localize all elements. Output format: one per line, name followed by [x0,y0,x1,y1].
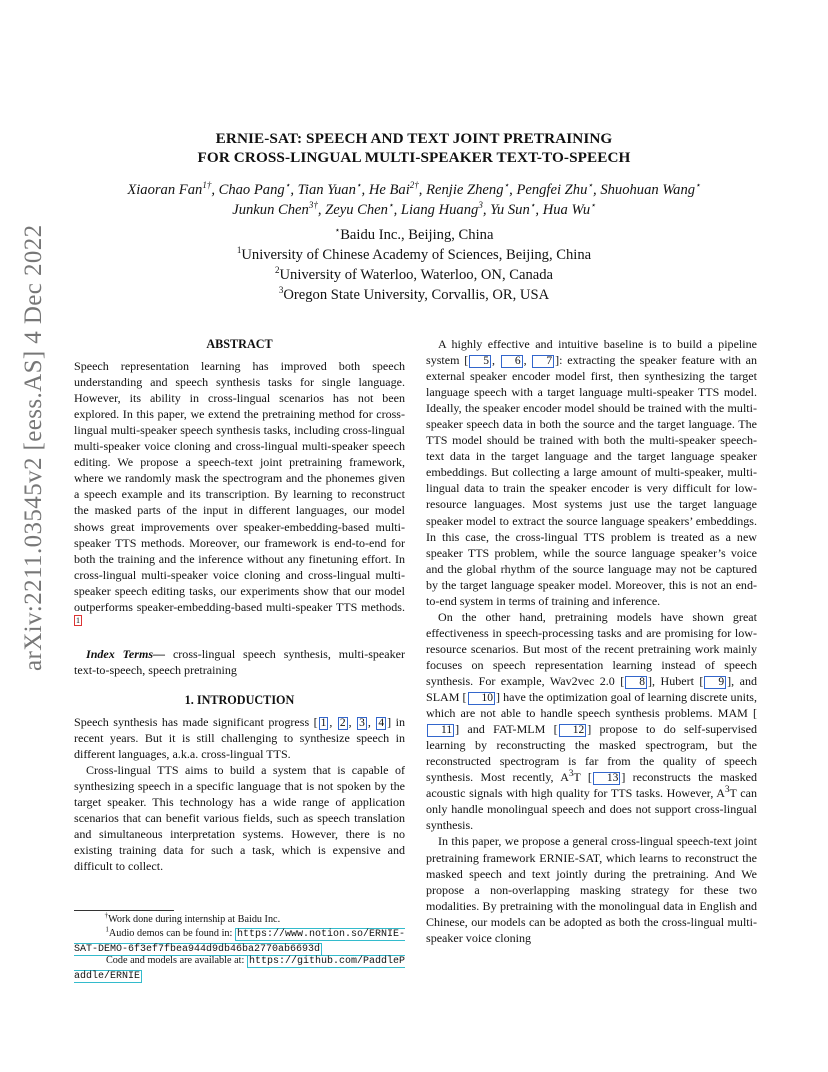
author-affiliation-mark: 3 [478,199,483,210]
author-affiliation-mark: ⋆ [695,180,701,191]
right-p2-text-b: , Hubert [652,673,700,688]
right-p2-text-a: On the other hand, pretraining models have shown great effectiveness in speech-processing tasks and are promising for low-resource scenarios. But most of the recent pretraining work mainly focuses on speech representation learning instead of speech synthesis. For example, Wav2vec 2.0 [426,609,757,688]
code-url-link[interactable]: https://github.com/PaddlePaddle/ERNIE [74,956,406,982]
footnote-link-1[interactable]: 1 [76,615,80,625]
title-line-2: FOR CROSS-LINGUAL MULTI-SPEAKER TEXT-TO-SPEECH [197,149,631,166]
author-list [40,181,788,220]
affiliation-line [0,265,828,285]
footnote-1: $^1$Audio demos can be found in: https://www.notion.so/ERNIE-SAT-DEMO-6f3ef7fbea944d9db46ba2770ab6693d [74,925,406,955]
author-name: Tian Yuan [297,182,356,198]
citation-link[interactable]: 12 [559,724,587,737]
author-name: Liang Huang [400,201,479,218]
right-p2-text-g: T [573,770,588,785]
right-paragraph-1: A highly effective and intuitive baseline is to build a pipeline system [ 5 , 6 , 7 ]: extracting the speaker feature with an external speaker encoder model first, then synthesizing the target language speech with a target language multi-speaker TTS model. Ideally, the speaker encoder model should be trained with the multi-speaker speech data in both the source and the target language. The TTS model should be trained with both the multi-speaker speech-text data in the target language and the target language speaker embeddings. But collecting a large amount of multi-speaker, multi-lingual data to train the speaker encoder is very difficult for low-resource languages. Most systems just use the target language speaker model to extract the source language speakers’ embeddings. In this case, the cross-lingual TTS problem is treated as a new speaker TTS problem, while the source language speaker’s voice and the global rhythm of the source language may not be captured by the target language speaker model. Moreover, this is not an end-to-end system in terms of training and inference. [426,337,758,608]
citation-link[interactable]: 3 [359,717,365,729]
affiliation-text: Baidu Inc., Beijing, China [340,227,494,243]
affiliation-mark: ⋆ [334,225,341,236]
affiliation-line [0,245,828,265]
author-name: Zeyu Chen [325,201,388,218]
superscript-3: 3 [725,784,730,795]
title-line-1: ERNIE-SAT: SPEECH AND TEXT JOINT PRETRAINING [215,130,613,147]
author-name: Junkun Chen [232,201,309,218]
authors-line-2: Junkun Chen$^{3\dagger}$, Zeyu Chen⋆, Liang Huang$^3$, Yu Sun⋆, Hua Wu⋆ [232,199,596,218]
author-name: Renjie Zheng [426,182,504,198]
author-name: Chao Pang [218,182,285,198]
footnote-rule [74,910,174,911]
author-name: Shuohuan Wang [600,182,696,198]
right-p1-text-a: A highly effective and intuitive baseline is to build a pipeline system [426,337,757,368]
author-affiliation-mark: ⋆ [529,199,536,210]
author-affiliation-mark: ⋆ [355,180,362,191]
affiliation-text: University of Waterloo, Waterloo, ON, Canada [279,267,553,283]
affiliation-text: University of Chinese Academy of Sciences, Beijing, China [241,247,592,263]
author-name: He Bai [368,182,410,198]
author-affiliation-mark: ⋆ [587,180,594,191]
right-p1-text-b: : extracting the speaker feature with an external speaker encoder model first, then synthesizing the target language speech with a target language multi-speaker TTS model. Ideally, the speaker encoder model should be trained with the multi-speaker speech data in both the source and the target language. The TTS model should be trained with both the multi-speaker speech-text data in the target language and the target language speaker embeddings. But collecting a large amount of multi-speaker, multi-lingual data to train the speaker encoder is very difficult for low-resource languages. Most systems just use the target language speaker model to extract the source language speakers’ embeddings. In this case, the cross-lingual TTS problem is treated as a new speaker TTS problem, while the source language speaker’s voice and the global rhythm of the source language may not be captured by the target language speaker model. Moreover, this is not an end-to-end system in terms of training and inference. [426,353,758,608]
citation-link[interactable]: 6 [501,355,523,368]
right-paragraph-3: In this paper, we propose a general cross-lingual speech-text joint pretraining framework ERNIE-SAT, which learns to reconstruct the masked speech and text jointly during the pretraining. And We propose a non-overlapping masking strategy for these two modalities. By pretraining with the monolingual data in English and Chinese, our models can be adopted as both the cross-lingual multi-speaker voice cloning [426,834,757,945]
intro-p1-text-a: Speech synthesis has made significant progress [74,715,314,729]
author-affiliation-mark: ⋆ [387,199,394,210]
author-name: Yu Sun [490,201,530,218]
author-affiliation-mark: 1† [202,180,212,191]
intro-paragraph-1: Speech synthesis has made significant progress [ 1 , 2 , 3 , 4 ] in recent years. But it is still challenging to synthesize speech in different languages, a.k.a. cross-lingual TTS. [74,715,406,762]
superscript-3: 3 [568,768,574,779]
demo-url-link[interactable]: https://www.notion.so/ERNIE-SAT-DEMO-6f3ef7fbea944d9db46ba2770ab6693d [74,929,406,955]
citation-link[interactable]: 2 [339,717,346,729]
affiliation-line [0,225,828,245]
left-column [74,336,405,874]
abstract-text: Speech representation learning has improved both speech understanding and speech synthesis tasks for single language. However, its ability in cross-lingual scenarios has not been explored. In this paper, we extend the pretraining method for cross-lingual multi-speaker speech synthesis tasks, including cross-lingual multi-speaker voice cloning and cross-lingual multi-speaker speech editing. We propose a speech-text joint pretraining framework, where we randomly mask the spectrogram and the phonemes given a speech example and its transcription. By learning to reconstruct the masked parts of the input in different languages, our model shows great improvements over speaker-embedding-based multi-speaker TTS methods. Moreover, our framework is end-to-end for both the training and the inference without any finetuning effort. In cross-lingual multi-speaker voice cloning and cross-lingual multi-speaker speech editing tasks, our experiments show that our model outperforms speaker-embedding-based multi-speaker TTS methods. [74,359,405,614]
author-affiliation-mark: 2† [409,180,419,191]
footnote-dagger-text: Work done during internship at Baidu Inc. [108,914,281,925]
right-p2-text-e: and FAT-MLM [459,722,554,737]
right-p2-text-h: reconstructs the masked acoustic signals with high quality for TTS tasks. However, A [426,770,757,801]
index-terms-text: cross-lingual speech synthesis, multi-speaker text-to-speech, speech pretraining [74,646,405,677]
intro-heading: 1. INTRODUCTION [184,692,295,707]
citation-link[interactable]: 13 [593,772,621,785]
author-name: Xiaoran Fan [127,182,203,198]
affiliation-text: Oregon State University, Corvallis, OR, USA [283,287,550,303]
right-p2-text-c: , and SLAM [426,673,757,705]
footnote-2-text: Code and models are available at: [105,955,247,966]
affiliation-mark: 1 [236,245,242,256]
author-name: Pengfei Zhu [516,182,588,198]
intro-p1-text-b: in recent years. But it is still challenging to synthesize speech in different languages, a.k.a. cross-lingual TTS. [74,715,406,762]
author-affiliation-mark: ⋆ [284,180,291,191]
citation-link[interactable]: 10 [468,692,496,705]
affiliation-mark: 2 [274,265,280,276]
right-column [426,336,757,946]
citation-link[interactable]: 9 [704,676,726,689]
intro-citations: 1 , 2 , 3 , 4 [320,715,385,729]
right-paragraph-2: On the other hand, pretraining models have shown great effectiveness in speech-processing tasks and are promising for low-resource scenarios. But most of the recent pretraining work mainly focuses on speech representation learning instead of speech synthesis. For example, Wav2vec 2.0 [ 8 ], Hubert [ 9 ], and SLAM [ 10 ] have the optimization goal of learning discrete units, which are not able to handle speech synthesis problems. MAM [11 ] and FAT-MLM [ 12 ] propose to do self-supervised learning by reconstructing the masked spectrogram, but the reconstructed spectrogram is far from the quality of speech synthesis. Most recently, $A^3T$ [ 13 ] reconstructs the masked acoustic signals with high quality for TTS tasks. However, $A^3T$ can only handle monolingual speech and does not support cross-lingual synthesis. [426,609,758,833]
author-affiliation-mark: ⋆ [590,199,596,210]
citation-link[interactable]: 1 [320,717,327,729]
author-affiliation-mark: 3† [308,199,318,210]
index-terms-label: Index Terms— [86,646,166,661]
right-p2-text-f: propose to do self-supervised learning by reconstructing the masked spectrogram, but the reconstructed spectrogram is far from the quality of speech synthesis. Most recently, A [426,722,757,785]
affiliation-line [0,285,828,305]
citation-link[interactable]: 7 [532,355,554,368]
authors-line-1: Xiaoran Fan$^{1\dagger}$, Chao Pang⋆, Tian Yuan⋆, He Bai$^{2\dagger}$, Renjie Zheng⋆, Pengfei Zhu⋆, Shuohuan Wang⋆ [127,180,701,198]
citation-link[interactable]: 4 [378,717,385,729]
right-p2-text-d: have the optimization goal of learning discrete units, which are not able to handle speech synthesis problems. MAM [426,690,758,721]
footnote-dagger: †Work done during internship at Baidu Inc. [104,911,281,925]
right-p2-text-i: T can only handle monolingual speech and does not support cross-lingual synthesis. [426,786,757,833]
abstract-heading: ABSTRACT [206,337,273,351]
right-citations: 5 , 6 , 7 [468,353,555,367]
index-terms [74,646,405,678]
citation-link[interactable]: 11 [427,724,454,737]
affiliation-list [0,225,828,305]
footnote-2 [74,954,405,983]
arxiv-id: arXiv:2211.03545v2 [eess.AS] 4 Dec 2022 [20,224,47,671]
abstract-body [74,358,405,632]
intro-paragraph-2: Cross-lingual TTS aims to build a system that is capable of synthesizing speech in a specific language that is not spoken by the target speaker. This technology has a wide range of application scenarios that can benefit various fields, such as speech translation and simultaneous interpretation systems. However, there is no existing training data for such a task, which is expensive and difficult to collect. [74,763,405,874]
citation-link[interactable]: 5 [469,355,491,368]
footnote-1-text: Audio demos can be found in: [108,928,235,939]
affiliation-mark: 3 [278,285,284,296]
paper-title [0,129,828,167]
author-name: Hua Wu [542,201,591,218]
author-affiliation-mark: ⋆ [503,180,510,191]
citation-link[interactable]: 8 [625,676,647,689]
